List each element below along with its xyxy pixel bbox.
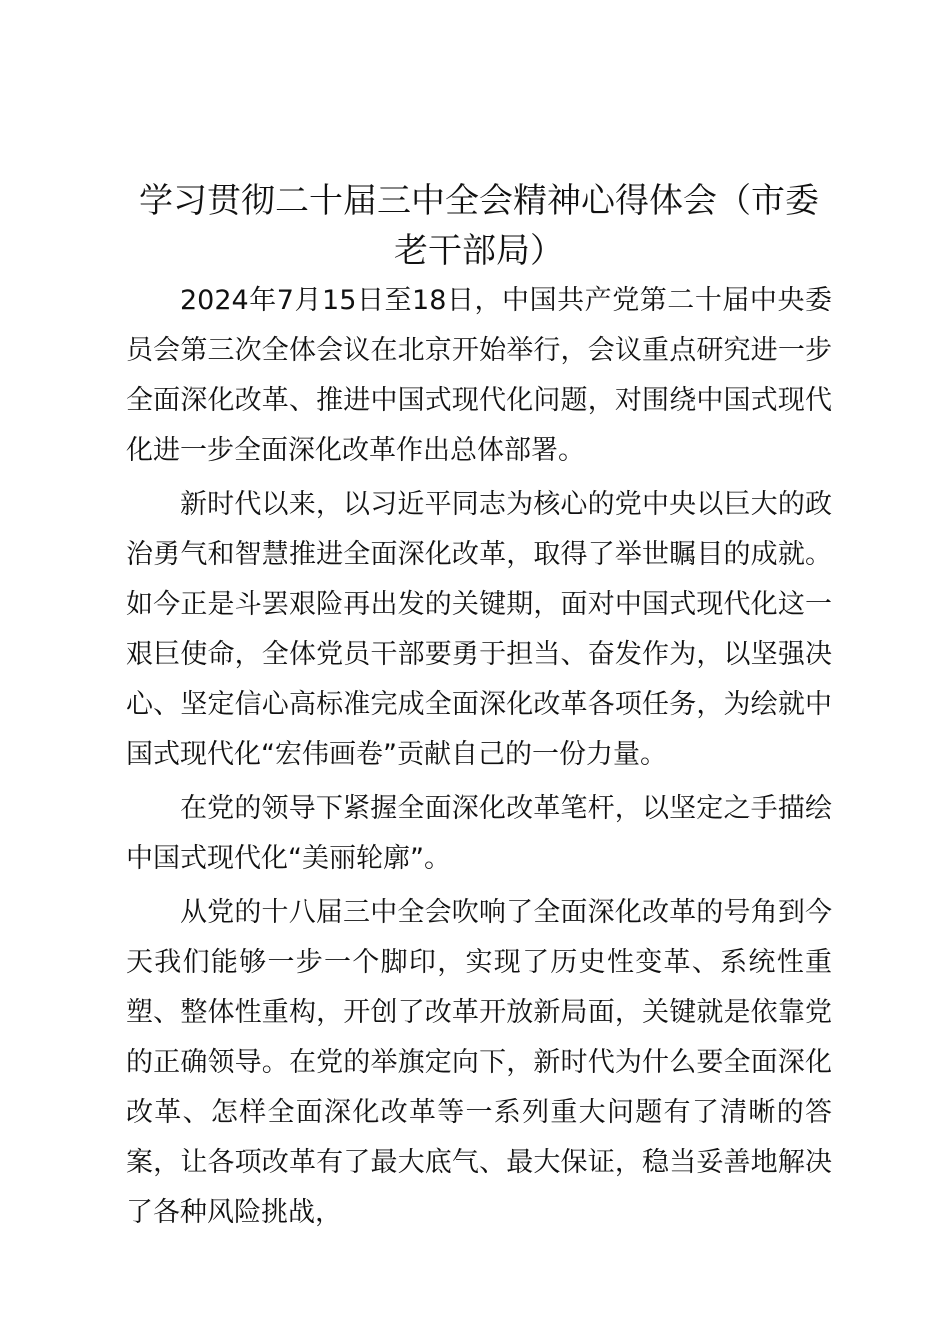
document-page [126,176,832,1238]
document-title: 学习贯彻二十届三中全会精神心得体会（市委老干部局） [139,181,819,271]
body-paragraph-3: 在党的领导下紧握全面深化改革笔杆，以坚定之手描绘中国式现代化“美丽轮廓”。 [126,793,832,874]
body-paragraph-1: 2024年7月15日至18日，中国共产党第二十届中央委员会第三次全体会议在北京开始举行，会议重点研究进一步全面深化改革、推进中国式现代化问题，对围绕中国式现代化进一步全面深化改革作出总体部署。 [126,285,832,466]
body-paragraph-2: 新时代以来，以习近平同志为核心的党中央以巨大的政治勇气和智慧推进全面深化改革，取得了举世瞩目的成就。如今正是斗罢艰险再出发的关键期，面对中国式现代化这一艰巨使命，全体党员干部要勇于担当、奋发作为，以坚强决心、坚定信心高标准完成全面深化改革各项任务，为绘就中国式现代化“宏伟画卷”贡献自己的一份力量。 [126,489,832,770]
body-paragraph-4: 从党的十八届三中全会吹响了全面深化改革的号角到今天我们能够一步一个脚印，实现了历史性变革、系统性重塑、整体性重构，开创了改革开放新局面，关键就是依靠党的正确领导。在党的举旗定向下，新时代为什么要全面深化改革、怎样全面深化改革等一系列重大问题有了清晰的答案，让各项改革有了最大底气、最大保证，稳当妥善地解决了各种风险挑战， [126,897,832,1228]
